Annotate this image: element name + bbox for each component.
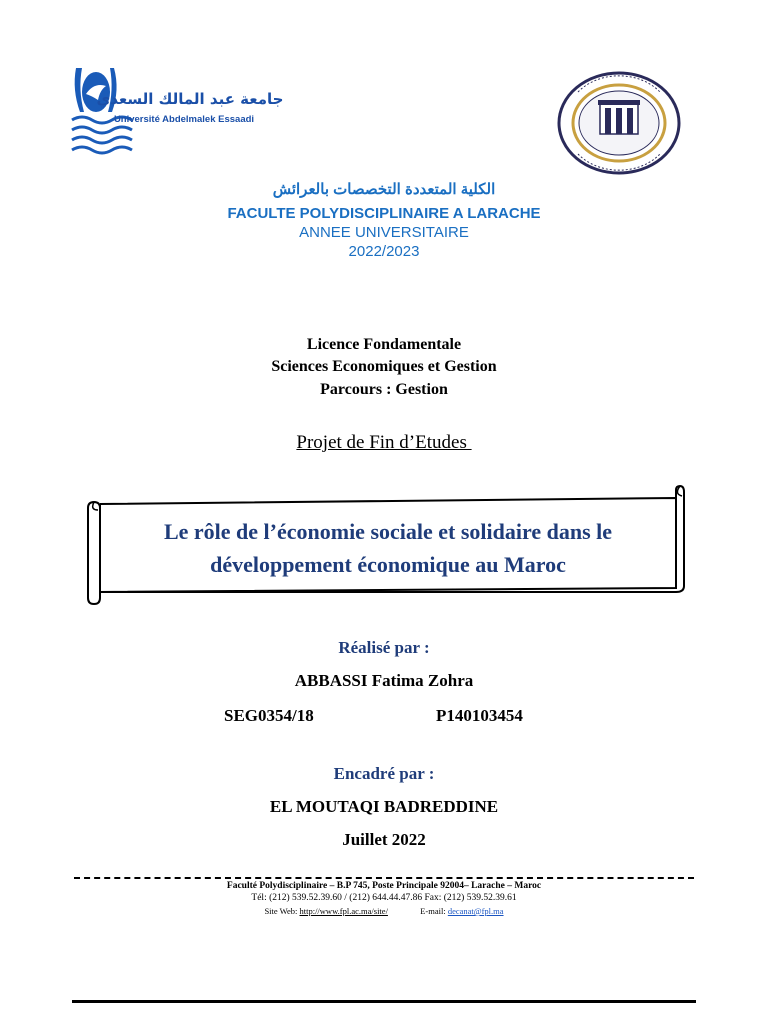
supervisor-label: Encadré par : (333, 764, 435, 783)
author-name: ABBASSI Fatima Zohra (294, 671, 474, 690)
thesis-title-line-1: Le rôle de l’économie sociale et solidaire dans le (163, 519, 613, 544)
thesis-title-line-2: développement économique au Maroc (210, 552, 566, 577)
degree-field: Sciences Economiques et Gestion (271, 358, 497, 375)
email-label: E-mail: (420, 906, 448, 916)
faculty-arabic-name: الكلية المتعددة التخصصات بالعرائش (272, 181, 496, 198)
footer-address: Faculté Polydisciplinaire – B.P 745, Poste Principale 92004– Larache – Maroc (226, 881, 542, 891)
faculty-seal-logo (556, 70, 682, 176)
submission-date: Juillet 2022 (342, 830, 426, 849)
footer-web (0, 906, 768, 916)
university-latin-name: Université Abdelmalek Essaadi (113, 114, 255, 125)
academic-year: 2022/2023 (348, 243, 420, 260)
supervisor-name: EL MOUTAQI BADREDDINE (269, 797, 499, 816)
footer-divider (74, 877, 694, 879)
degree-title: Licence Fondamentale (306, 336, 462, 353)
project-label: Projet de Fin d’Etudes (296, 432, 472, 453)
faculty-name: FACULTE POLYDISCIPLINAIRE A LARACHE (227, 205, 541, 222)
degree-track: Parcours : Gestion (320, 381, 448, 398)
author-id: P140103454 (436, 706, 523, 725)
email-link[interactable]: decanat@fpl.ma (447, 906, 504, 916)
website-link[interactable]: http://www.fpl.ac.ma/site/ (299, 906, 388, 916)
author-code: SEG0354/18 (224, 706, 314, 725)
university-arabic-name: جامعة عبد المالك السعدي (96, 90, 284, 108)
footer-phone: Tél: (212) 539.52.39.60 / (212) 644.44.47.86 Fax: (212) 539.52.39.61 (251, 893, 517, 903)
bottom-rule (72, 1000, 696, 1003)
author-label: Réalisé par : (338, 638, 430, 657)
title-scroll-banner (80, 484, 692, 606)
university-logo (70, 60, 284, 160)
web-label: Site Web: (264, 906, 300, 916)
academic-year-label: ANNEE UNIVERSITAIRE (299, 224, 469, 241)
